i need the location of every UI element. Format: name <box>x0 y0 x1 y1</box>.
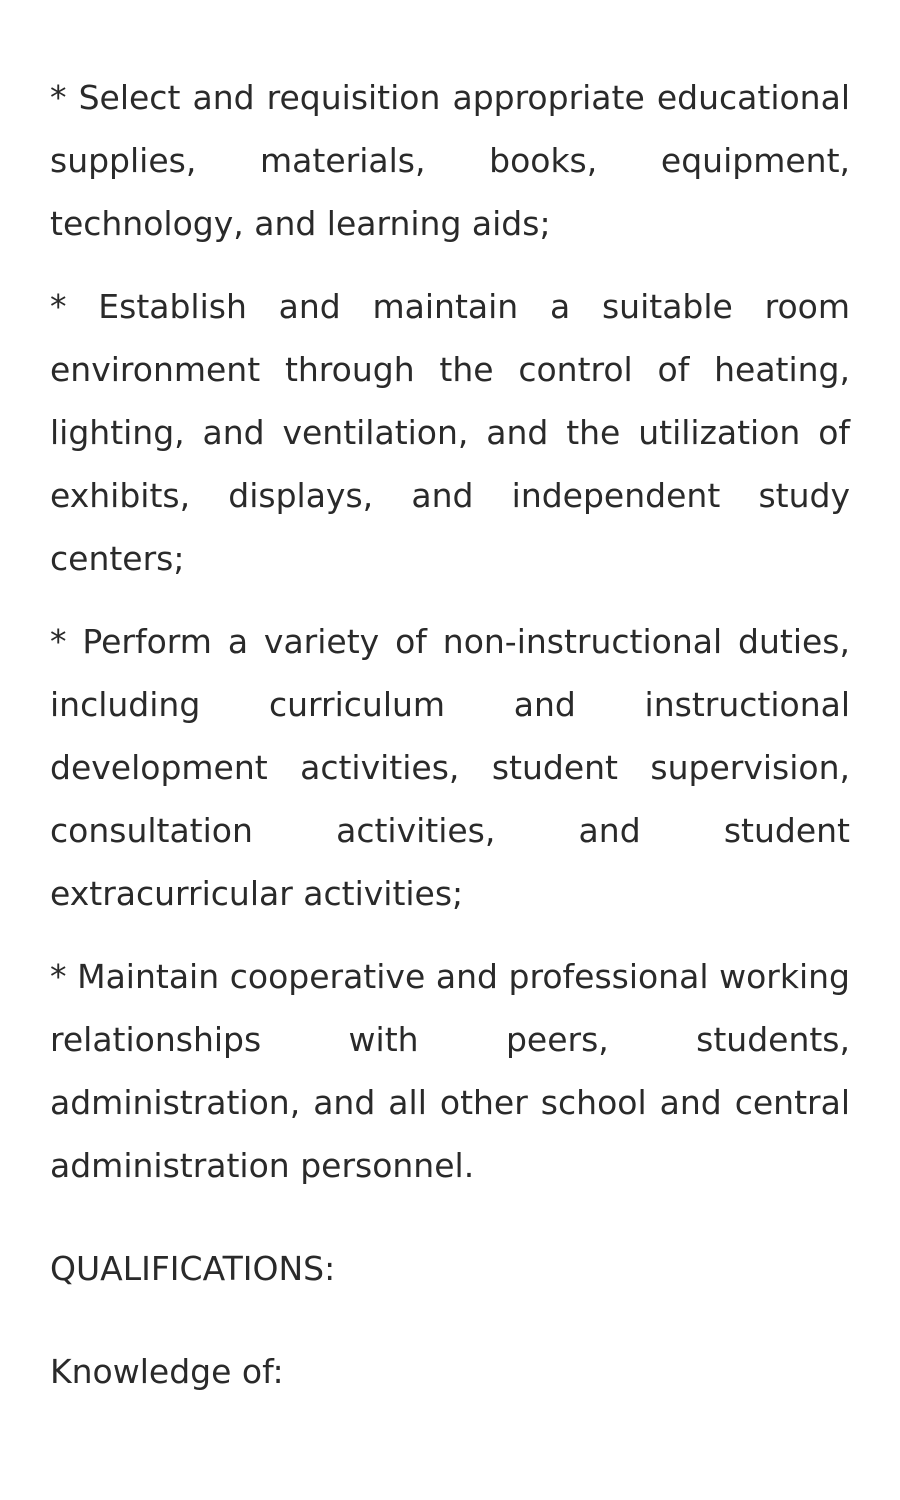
duty-item-relationships: * Maintain cooperative and professional working relationships with peers, students, administration, and all other school and central administration personnel. <box>50 957 850 1185</box>
qualifications-heading: QUALIFICATIONS: <box>50 1249 336 1288</box>
duty-item-room-environment: * Establish and maintain a suitable room environment through the control of heating, lighting, and ventilation, and the utilization of exhibits, displays, and independent study centers; <box>50 287 850 578</box>
duty-item-supplies: * Select and requisition appropriate educational supplies, materials, books, equipment, technology, and learning aids; <box>50 78 850 243</box>
duty-item-non-instructional: * Perform a variety of non-instructional duties, including curriculum and instructional development activities, student supervision, consultation activities, and student extracurricular activities; <box>50 622 850 913</box>
knowledge-heading: Knowledge of: <box>50 1352 284 1391</box>
